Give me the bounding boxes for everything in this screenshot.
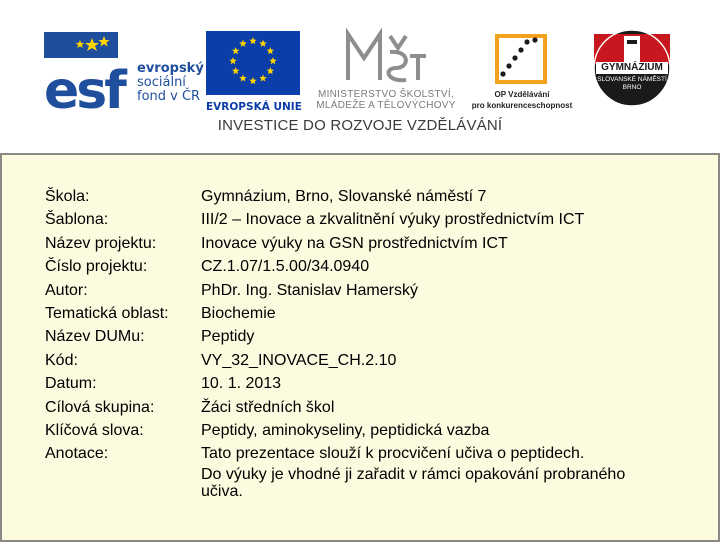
info-value — [201, 325, 695, 348]
gymnazium-line-2: BRNO — [622, 84, 642, 91]
info-value-line: Inovace výuky na GSN prostřednictvím ICT — [201, 234, 508, 252]
msmt-logo — [306, 28, 466, 111]
gymnazium-logo — [586, 28, 678, 108]
info-value — [201, 279, 695, 302]
info-row — [45, 279, 695, 302]
info-list — [45, 185, 695, 500]
op-line-2: pro konkurenceschopnost — [471, 101, 573, 110]
info-value-line: Gymnázium, Brno, Slovanské náměstí 7 — [201, 188, 487, 205]
info-value — [201, 232, 695, 255]
info-label: Datum: — [45, 375, 97, 393]
logo-header — [0, 0, 720, 152]
info-value-line: Peptidy — [201, 328, 255, 346]
info-value-line: Biochemie — [201, 305, 276, 323]
info-row — [45, 325, 695, 348]
info-label: Anotace: — [45, 445, 109, 463]
info-label: Název DUMu: — [45, 328, 145, 346]
info-row — [45, 442, 695, 499]
info-label: Klíčová slova: — [45, 422, 144, 440]
info-value-line: učiva. — [201, 482, 243, 500]
info-row — [45, 302, 695, 325]
info-value-line: Peptidy, aminokyseliny, peptidická vazba — [201, 422, 490, 440]
info-label: Tematická oblast: — [45, 305, 169, 323]
slogan: INVESTICE DO ROZVOJE VZDĚLÁVÁNÍ — [217, 117, 503, 134]
info-value — [201, 255, 695, 278]
gymnazium-title: GYMNÁZIUM — [601, 62, 663, 73]
info-value — [201, 302, 695, 325]
info-row — [45, 349, 695, 372]
info-value — [201, 442, 695, 499]
info-value — [201, 185, 695, 208]
esf-logo — [42, 30, 202, 110]
info-value — [201, 396, 695, 419]
info-value-line: PhDr. Ing. Stanislav Hamerský — [201, 281, 418, 299]
eu-logo — [206, 31, 302, 113]
info-label: Název projektu: — [45, 234, 157, 252]
info-row — [45, 232, 695, 255]
info-value-line: 10. 1. 2013 — [201, 375, 282, 393]
esf-big-text: esf — [44, 61, 124, 110]
op-line-1: OP Vzdělávání — [494, 90, 550, 99]
info-value — [201, 349, 695, 372]
info-row — [45, 372, 695, 395]
info-label: Cílová skupina: — [45, 398, 155, 416]
eu-label: EVROPSKÁ UNIE — [206, 101, 302, 113]
esf-line-3: fond v ČR — [137, 89, 201, 104]
info-row — [45, 255, 695, 278]
info-value-line: III/2 – Inovace a zkvalitnění výuky prostřednictvím ICT — [201, 211, 585, 229]
op-emblem — [469, 30, 575, 84]
msmt-line-1: MINISTERSTVO ŠKOLSTVÍ, — [317, 89, 455, 100]
msmt-line-2: MLÁDEŽE A TĚLOVÝCHOVY — [316, 100, 456, 111]
info-label: Šablona: — [45, 211, 109, 229]
info-row — [45, 185, 695, 208]
info-value — [201, 208, 695, 231]
info-label: Škola: — [45, 188, 90, 205]
info-value-line: Do výuky je vhodné ji zařadit v rámci opakování probraného — [201, 465, 626, 483]
info-value-line: Žáci středních škol — [201, 398, 335, 416]
info-value — [201, 419, 695, 442]
msmt-emblem — [306, 28, 466, 84]
info-value-line: VY_32_INOVACE_CH.2.10 — [201, 351, 397, 369]
esf-line-1: evropský — [137, 61, 204, 76]
op-logo — [469, 30, 575, 108]
info-row — [45, 208, 695, 231]
title-slide-panel — [0, 153, 720, 542]
info-value-line: Tato prezentace slouží k procvičení učiva o peptidech. — [201, 445, 585, 463]
gymnazium-line-1: SLOVANSKÉ NÁMĚSTÍ — [597, 76, 667, 83]
esf-line-2: sociální — [137, 75, 186, 90]
info-label: Autor: — [45, 281, 88, 299]
info-row — [45, 396, 695, 419]
info-value-line: CZ.1.07/1.5.00/34.0940 — [201, 258, 370, 276]
info-row — [45, 419, 695, 442]
info-label: Číslo projektu: — [45, 258, 148, 276]
info-value — [201, 372, 695, 395]
info-label: Kód: — [45, 351, 78, 369]
eu-flag — [206, 31, 300, 95]
